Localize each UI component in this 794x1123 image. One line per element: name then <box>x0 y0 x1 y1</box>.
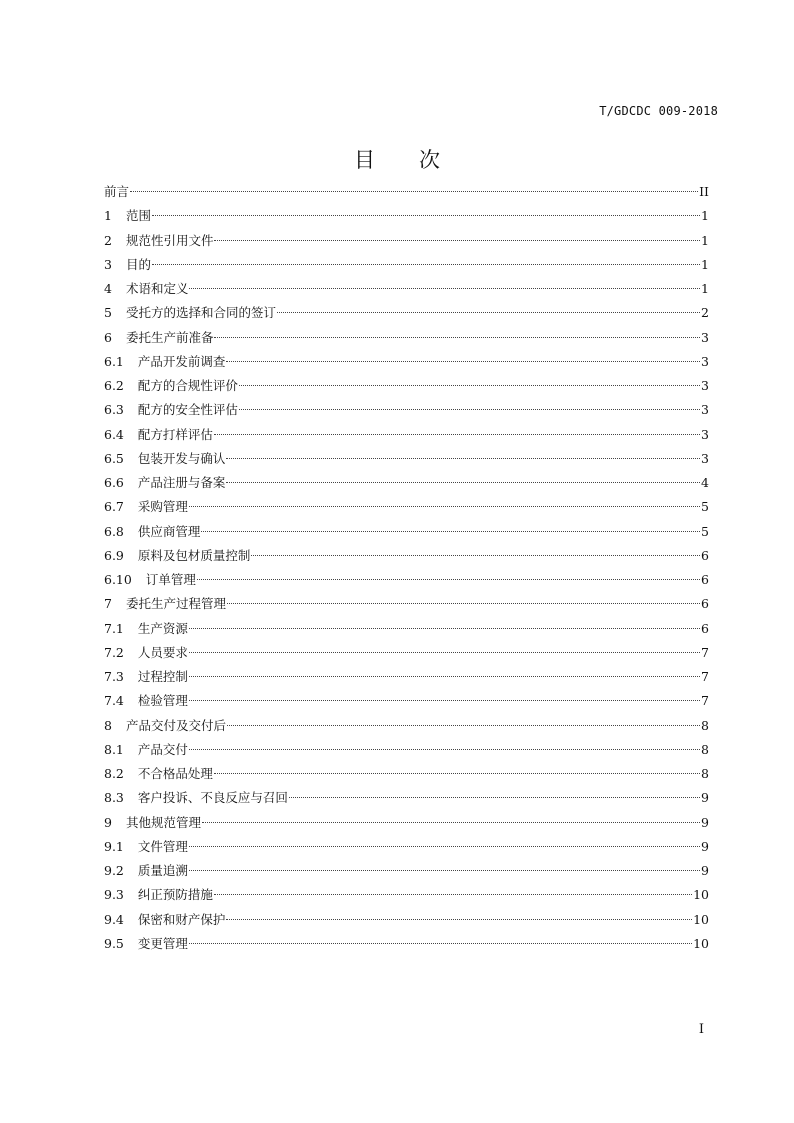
toc-entry[interactable] <box>104 932 709 956</box>
toc-entry-title: 变更管理 <box>137 935 188 951</box>
toc-entry-number: 9.1 <box>104 838 124 854</box>
toc-entry-number: 6.9 <box>104 547 124 563</box>
toc-entry-page: 6 <box>701 620 709 636</box>
toc-dot-leader <box>289 797 700 798</box>
toc-entry[interactable] <box>104 398 709 422</box>
toc-entry-page: 8 <box>701 766 709 781</box>
toc-entry-number: 8.2 <box>104 766 124 781</box>
toc-entry[interactable] <box>104 277 709 301</box>
toc-entry-page: 10 <box>693 935 709 951</box>
toc-dot-leader <box>226 919 692 920</box>
toc-entry-page: 9 <box>701 790 709 806</box>
toc-entry-title: 包装开发与确认 <box>137 450 226 466</box>
toc-entry[interactable] <box>104 204 709 228</box>
toc-dot-leader <box>226 458 700 459</box>
toc-dot-leader <box>202 822 700 823</box>
toc-entry-number: 7.4 <box>104 693 124 709</box>
toc-dot-leader <box>226 482 700 483</box>
toc-entry-page: 1 <box>701 256 709 272</box>
toc-dot-leader <box>189 288 700 289</box>
toc-entry[interactable] <box>104 350 709 374</box>
toc-entry-title: 订单管理 <box>145 572 196 587</box>
toc-entry[interactable] <box>104 447 709 471</box>
toc-entry-number: 6 <box>104 329 112 345</box>
toc-entry-number: 6.6 <box>104 475 124 490</box>
toc-entry-page: 1 <box>701 232 709 248</box>
toc-entry-number: 1 <box>104 208 112 224</box>
toc-dot-leader <box>197 579 700 580</box>
toc-entry[interactable] <box>104 762 709 786</box>
toc-entry-page: 2 <box>701 305 709 321</box>
toc-entry[interactable] <box>104 883 709 907</box>
toc-dot-leader <box>227 603 700 604</box>
toc-entry-number: 7.1 <box>104 620 124 636</box>
toc-entry-number: 3 <box>104 256 112 272</box>
toc-entry-page: 9 <box>701 863 709 878</box>
toc-entry-page: 3 <box>701 426 709 442</box>
toc-entry[interactable] <box>104 665 709 689</box>
toc-entry[interactable] <box>104 689 709 713</box>
toc-entry-number: 6.3 <box>104 402 124 418</box>
toc-entry-title: 保密和财产保护 <box>137 911 226 927</box>
toc-entry-title: 受托方的选择和合同的签订 <box>125 305 276 321</box>
standard-code: T/GDCDC 009-2018 <box>599 104 718 118</box>
toc-entry-title: 配方打样评估 <box>137 426 213 442</box>
toc-entry-number: 6.8 <box>104 523 124 539</box>
toc-dot-leader <box>152 264 700 265</box>
toc-dot-leader <box>214 434 700 435</box>
toc-entry-title: 规范性引用文件 <box>125 232 214 248</box>
toc-entry-number: 6.4 <box>104 426 124 442</box>
toc-entry-title: 纠正预防措施 <box>137 887 213 903</box>
toc-entry-number: 7.3 <box>104 669 124 684</box>
toc-entry[interactable] <box>104 180 709 204</box>
toc-entry-number: 6.7 <box>104 499 124 515</box>
toc-entry-title: 产品开发前调查 <box>137 353 226 369</box>
toc-entry[interactable] <box>104 786 709 810</box>
toc-entry[interactable] <box>104 326 709 350</box>
toc-entry-number: 6.1 <box>104 353 124 369</box>
toc-entry-title: 产品交付 <box>137 741 188 757</box>
toc-entry-number: 9 <box>104 814 112 830</box>
toc-dot-leader <box>189 870 700 871</box>
toc-entry-page: 7 <box>701 669 709 684</box>
toc-dot-leader <box>227 725 700 726</box>
toc-entry-title: 范围 <box>125 208 151 224</box>
toc-entry[interactable] <box>104 520 709 544</box>
toc-entry[interactable] <box>104 229 709 253</box>
toc-entry-page: 4 <box>701 475 709 490</box>
toc-entry-number: 7.2 <box>104 644 124 660</box>
toc-entry-title: 其他规范管理 <box>125 814 201 830</box>
toc-entry-number: 6.2 <box>104 378 124 393</box>
toc-entry-page: 3 <box>701 353 709 369</box>
toc-dot-leader <box>189 700 700 701</box>
toc-dot-leader <box>189 652 700 653</box>
table-of-contents <box>104 180 709 956</box>
toc-entry-page: 3 <box>701 378 709 393</box>
toc-entry-page: 6 <box>701 572 709 587</box>
toc-entry[interactable] <box>104 738 709 762</box>
toc-entry-page: 7 <box>701 693 709 709</box>
toc-dot-leader <box>201 531 700 532</box>
toc-dot-leader <box>189 628 700 629</box>
toc-entry-number: 5 <box>104 305 112 321</box>
toc-entry-title: 生产资源 <box>137 620 188 636</box>
toc-dot-leader <box>189 943 692 944</box>
toc-entry-page: 8 <box>701 741 709 757</box>
toc-entry[interactable] <box>104 374 709 398</box>
toc-entry-title: 质量追溯 <box>137 863 188 878</box>
toc-entry-title: 委托生产过程管理 <box>125 596 226 612</box>
toc-entry[interactable] <box>104 811 709 835</box>
toc-entry-number: 9.5 <box>104 935 124 951</box>
toc-dot-leader <box>214 240 700 241</box>
toc-entry-number: 9.3 <box>104 887 124 903</box>
toc-entry-number: 8 <box>104 717 112 733</box>
toc-entry-title: 过程控制 <box>137 669 188 684</box>
toc-dot-leader <box>277 312 700 313</box>
toc-dot-leader <box>226 361 700 362</box>
toc-entry[interactable] <box>104 908 709 932</box>
toc-entry-title: 委托生产前准备 <box>125 329 214 345</box>
toc-entry-page: 8 <box>701 717 709 733</box>
toc-entry-number: 8.1 <box>104 741 124 757</box>
toc-entry-title: 目的 <box>125 256 151 272</box>
toc-entry-page: II <box>699 184 709 199</box>
toc-entry-number: 9.2 <box>104 863 124 878</box>
toc-entry-title: 采购管理 <box>137 499 188 515</box>
toc-dot-leader <box>251 555 700 556</box>
toc-entry-title: 人员要求 <box>137 644 188 660</box>
toc-entry-title: 文件管理 <box>137 838 188 854</box>
toc-entry-page: 1 <box>701 208 709 224</box>
toc-dot-leader <box>189 846 700 847</box>
toc-entry[interactable] <box>104 641 709 665</box>
toc-entry-page: 7 <box>701 644 709 660</box>
toc-entry-page: 5 <box>701 499 709 515</box>
toc-entry-number: 8.3 <box>104 790 124 806</box>
toc-entry[interactable] <box>104 544 709 568</box>
toc-dot-leader <box>214 337 700 338</box>
toc-entry-title: 检验管理 <box>137 693 188 709</box>
toc-entry-title: 供应商管理 <box>137 523 201 539</box>
toc-entry-page: 6 <box>701 596 709 612</box>
toc-entry-page: 9 <box>701 814 709 830</box>
toc-dot-leader <box>152 215 700 216</box>
toc-entry-page: 10 <box>693 887 709 903</box>
toc-entry[interactable] <box>104 495 709 519</box>
toc-entry-page: 9 <box>701 838 709 854</box>
toc-entry-number: 9.4 <box>104 911 124 927</box>
toc-entry[interactable] <box>104 253 709 277</box>
toc-entry-page: 10 <box>693 911 709 927</box>
toc-entry[interactable] <box>104 592 709 616</box>
toc-dot-leader <box>214 773 700 774</box>
toc-entry-title: 不合格品处理 <box>137 766 213 781</box>
toc-entry-title: 产品注册与备案 <box>137 475 226 490</box>
toc-entry-title: 术语和定义 <box>125 281 189 296</box>
page-title: 目次 <box>354 148 484 172</box>
toc-entry-page: 3 <box>701 329 709 345</box>
toc-entry[interactable] <box>104 617 709 641</box>
toc-entry-number: 6.10 <box>104 572 132 587</box>
toc-entry[interactable] <box>104 714 709 738</box>
page-number: I <box>698 1022 704 1037</box>
toc-entry-page: 3 <box>701 402 709 418</box>
toc-dot-leader <box>130 191 698 192</box>
toc-dot-leader <box>189 749 700 750</box>
toc-entry-title: 原料及包材质量控制 <box>137 547 251 563</box>
toc-entry[interactable] <box>104 471 709 495</box>
toc-entry-number: 2 <box>104 232 112 248</box>
toc-entry-title: 配方的安全性评估 <box>137 402 238 418</box>
toc-entry-title: 客户投诉、不良反应与召回 <box>137 790 288 806</box>
toc-entry[interactable] <box>104 859 709 883</box>
toc-entry-page: 3 <box>701 450 709 466</box>
toc-entry[interactable] <box>104 835 709 859</box>
toc-entry-title: 前言 <box>104 184 130 199</box>
toc-entry-title: 配方的合规性评价 <box>137 378 238 393</box>
toc-dot-leader <box>214 894 692 895</box>
toc-entry[interactable] <box>104 423 709 447</box>
toc-entry-page: 6 <box>701 547 709 563</box>
toc-dot-leader <box>239 409 700 410</box>
toc-dot-leader <box>189 506 700 507</box>
toc-entry-page: 5 <box>701 523 709 539</box>
toc-dot-leader <box>189 676 700 677</box>
toc-entry[interactable] <box>104 568 709 592</box>
toc-entry-page: 1 <box>701 281 709 296</box>
toc-entry[interactable] <box>104 301 709 325</box>
toc-entry-number: 7 <box>104 596 112 612</box>
toc-entry-title: 产品交付及交付后 <box>125 717 226 733</box>
toc-dot-leader <box>239 385 700 386</box>
toc-entry-number: 6.5 <box>104 450 124 466</box>
toc-entry-number: 4 <box>104 281 112 296</box>
